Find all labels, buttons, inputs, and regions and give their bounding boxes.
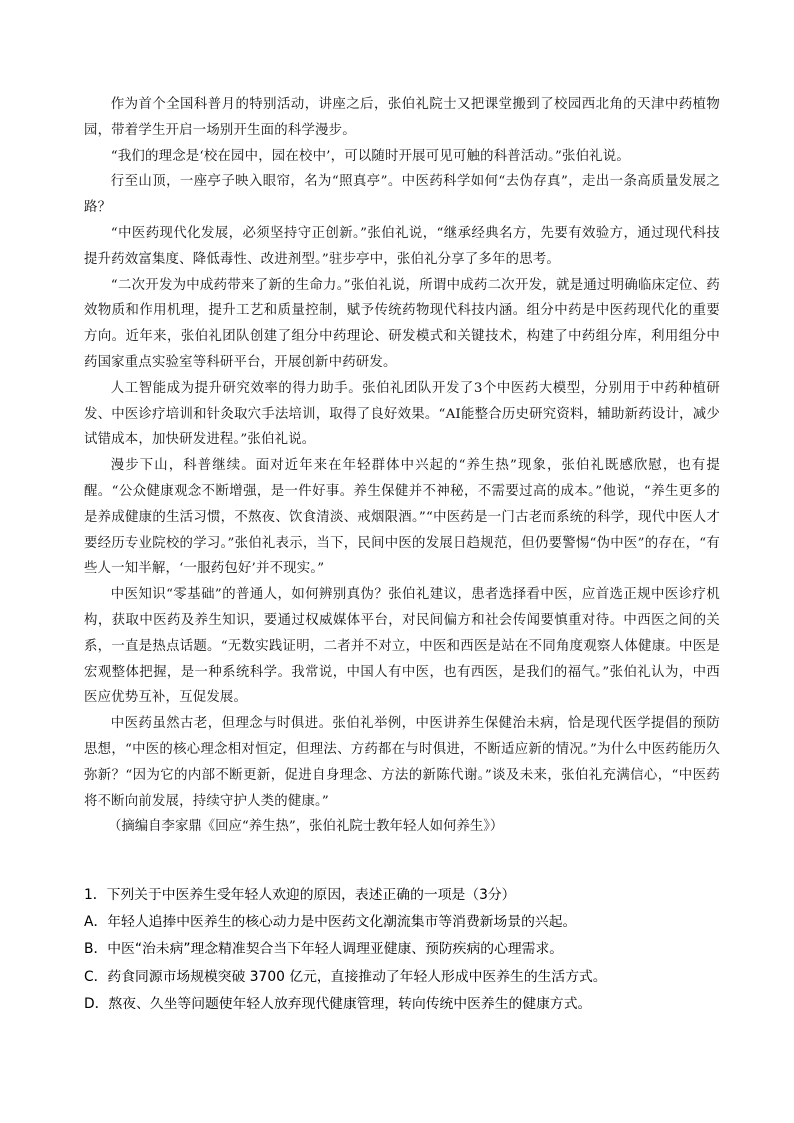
article-paragraph-9: 中医药虽然古老，但理念与时俱进。张伯礼举例，中医讲养生保健治未病，恰是现代医学提倡的预防思想，“中医的核心理念相对恒定，但理法、方药都在与时俱进，不断适应新的情况。”为什么中医药能历久弥新？“因为它的内部不断更新，促进自身理念、方法的新陈代谢。”谈及未来，张伯礼充满信心，“中医药将不断向前发展，持续守护人类的健康。”: [84, 716, 720, 809]
option-c: C．药食同源市场规模突破 3700 亿元，直接推动了年轻人形成中医养生的生活方式。: [84, 968, 607, 985]
article-paragraph-2: “我们的理念是‘校在园中，园在校中’，可以随时开展可见可触的科普活动。”张伯礼说。: [110, 148, 630, 164]
article-paragraph-5: “二次开发为中成药带来了新的生命力。”张伯礼说，所谓中成药二次开发，就是通过明确临床定位、药效物质和作用机理，提升工艺和质量控制，赋予传统药物现代科技内涵。组分中药是中医药现代化的重要方向。近年来，张伯礼团队创建了组分中药理论、研发模式和关键技术，构建了中药组分库，利用组分中药国家重点实验室等科研平台，开展创新中药研发。: [84, 277, 720, 370]
article-paragraph-1: 作为首个全国科普月的特别活动，讲座之后，张伯礼院士又把课堂搬到了校园西北角的天津中药植物园，带着学生开启一场别开生面的科学漫步。: [84, 97, 720, 138]
article-paragraph-7: 漫步下山，科普继续。面对近年来在年轻群体中兴起的“养生热”现象，张伯礼既感欣慰，也有提醒。“公众健康观念不断增强，是一件好事。养生保健并不神秘，不需要过高的成本。”他说，“养生更多的是养成健康的生活习惯，不熬夜、饮食清淡、戒烟限酒。”“中医药是一门古老而系统的科学，现代中医人才要经历专业院校的学习。”张伯礼表示，当下，民间中医的发展日趋规范，但仍要警惕“伪中医”的存在，“有些人一知半解，‘一服药包好’并不现实。”: [84, 458, 720, 577]
article-paragraph-8: 中医知识“零基础”的普通人，如何辨别真伪？张伯礼建议，患者选择看中医，应首选正规中医诊疗机构，获取中医药及养生知识，要通过权威媒体平台，对民间偏方和社会传闻要慎重对待。中西医之间的关系，一直是热点话题。“无数实践证明，二者并不对立，中医和西医是站在不同角度观察人体健康。中医是宏观整体把握，是一种系统科学。我常说，中国人有中医，也有西医，是我们的福气。”张伯礼认为，中西医应优势互补，互促发展。: [84, 587, 720, 706]
article-paragraph-3: 行至山顶，一座亭子映入眼帘，名为“照真亭”。中医药科学如何“去伪存真”，走出一条高质量发展之路？: [84, 174, 720, 216]
question-1: [84, 882, 724, 1018]
option-d: D．熬夜、久坐等问题使年轻人放弃现代健康管理，转向传统中医养生的健康方式。: [84, 995, 592, 1012]
article-paragraph-4: “中医药现代化发展，必须坚持守正创新。”张伯礼说，“继承经典名方，先要有效验方，通过现代科技提升药效富集度、降低毒性、改进剂型。”驻步亭中，张伯礼分享了多年的思考。: [84, 225, 720, 267]
option-b: B．中医“治未病”理念精准契合当下年轻人调理亚健康、预防疾病的心理需求。: [84, 941, 564, 958]
article: [84, 92, 720, 840]
article-paragraph-6: 人工智能成为提升研究效率的得力助手。张伯礼团队开发了3个中医药大模型，分别用于中药种植研发、中医诊疗培训和针灸取穴手法培训，取得了良好效果。“AI能整合历史研究资料，辅助新药设计，减少试错成本，加快研发进程。”张伯礼说。: [84, 380, 720, 448]
article-source: （摘编自李家鼎《回应“养生热”，张伯礼院士教年轻人如何养生》）: [108, 819, 504, 835]
option-a: A．年轻人追捧中医养生的核心动力是中医药文化潮流集市等消费新场景的兴起。: [84, 914, 577, 931]
question-stem: 1．下列关于中医养生受年轻人欢迎的原因，表述正确的一项是（3分）: [84, 887, 516, 903]
